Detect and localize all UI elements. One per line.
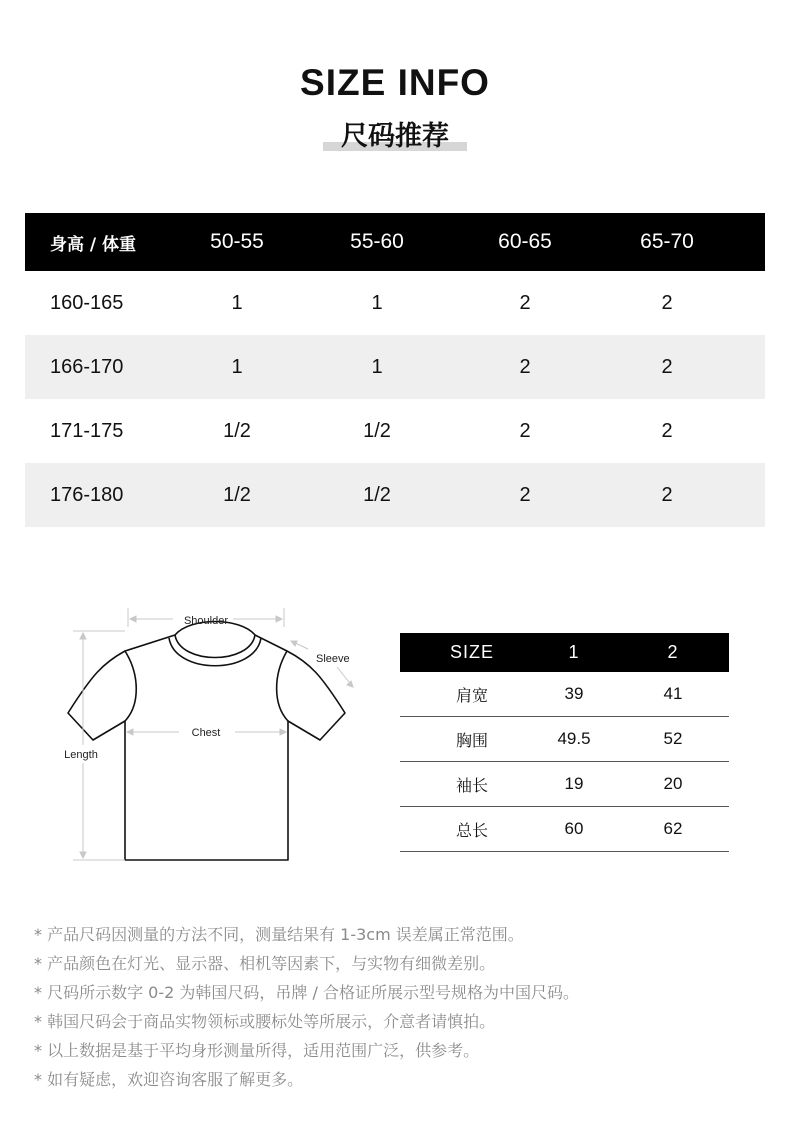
header-weight-55-60: 55-60 — [350, 230, 404, 253]
row-height: 160-165 — [50, 291, 124, 314]
table-cell: 1 — [371, 291, 383, 314]
table-cell: 2 — [519, 419, 531, 442]
table-cell: 2 — [661, 419, 673, 442]
table-cell: 20 — [663, 774, 683, 793]
table-cell: 1 — [231, 291, 243, 314]
table-cell: 1/2 — [223, 419, 251, 442]
measure-name: 胸围 — [455, 730, 488, 750]
tshirt-diagram — [55, 605, 375, 875]
table-cell: 62 — [663, 819, 683, 838]
sleeve-label: Sleeve — [316, 653, 350, 665]
measure-name: 肩宽 — [455, 685, 488, 705]
tshirt-outline-icon — [68, 622, 345, 861]
note-item: * 以上数据是基于平均身形测量所得，适用范围广泛，供参考。 — [34, 1041, 480, 1060]
table-cell: 49.5 — [557, 729, 591, 748]
table-row — [400, 807, 729, 852]
shoulder-label: Shoulder — [183, 615, 229, 627]
table-header-row — [25, 213, 765, 271]
size-recommendation-table — [25, 213, 765, 527]
table-cell: 2 — [519, 355, 531, 378]
table-header-row — [400, 633, 729, 672]
table-cell: 2 — [661, 291, 673, 314]
header-weight-50-55: 50-55 — [210, 230, 264, 253]
table-cell: 39 — [564, 684, 584, 703]
table-row — [25, 335, 765, 399]
note-item: * 产品颜色在灯光、显示器、相机等因素下，与实物有细微差别。 — [34, 954, 496, 973]
note-item: * 尺码所示数字 0-2 为韩国尺码，吊牌 / 合格证所展示型号规格为中国尺码。 — [34, 983, 579, 1002]
table-cell: 2 — [519, 291, 531, 314]
table-cell: 1/2 — [363, 419, 391, 442]
table-cell: 52 — [663, 729, 683, 748]
table-row — [25, 399, 765, 463]
chest-label: Chest — [191, 727, 221, 739]
note-item: * 如有疑虑，欢迎咨询客服了解更多。 — [34, 1070, 304, 1089]
page-subtitle: 尺码推荐 — [341, 121, 449, 152]
table-row — [25, 463, 765, 527]
header-height-weight: 身高 / 体重 — [50, 234, 137, 255]
table-cell: 1/2 — [363, 483, 391, 506]
table-cell: 1 — [231, 355, 243, 378]
header-weight-60-65: 60-65 — [498, 230, 552, 253]
header-size: SIZE — [449, 642, 494, 662]
table-row — [400, 762, 729, 807]
row-height: 171-175 — [50, 419, 124, 442]
measure-name: 袖长 — [455, 775, 488, 795]
table-cell: 41 — [663, 684, 683, 703]
table-cell: 60 — [564, 819, 584, 838]
table-cell: 19 — [564, 774, 584, 793]
table-cell: 1/2 — [223, 483, 251, 506]
row-height: 176-180 — [50, 483, 124, 506]
notes-list — [34, 920, 774, 1094]
header-size-2: 2 — [667, 642, 679, 662]
table-cell: 2 — [661, 355, 673, 378]
table-row — [400, 672, 729, 717]
header-weight-65-70: 65-70 — [640, 230, 694, 253]
table-cell: 1 — [371, 355, 383, 378]
table-cell: 2 — [519, 483, 531, 506]
measure-name: 总长 — [455, 820, 488, 840]
page-title: SIZE INFO — [300, 62, 490, 103]
length-label: Length — [64, 749, 98, 761]
table-cell: 2 — [661, 483, 673, 506]
header-size-1: 1 — [568, 642, 580, 662]
row-height: 166-170 — [50, 355, 124, 378]
table-row — [25, 271, 765, 335]
table-row — [400, 717, 729, 762]
note-item: * 产品尺码因测量的方法不同，测量结果有 1-3cm 误差属正常范围。 — [34, 925, 524, 944]
measurement-table — [400, 633, 729, 852]
note-item: * 韩国尺码会于商品实物领标或腰标处等所展示，介意者请慎拍。 — [34, 1012, 496, 1031]
